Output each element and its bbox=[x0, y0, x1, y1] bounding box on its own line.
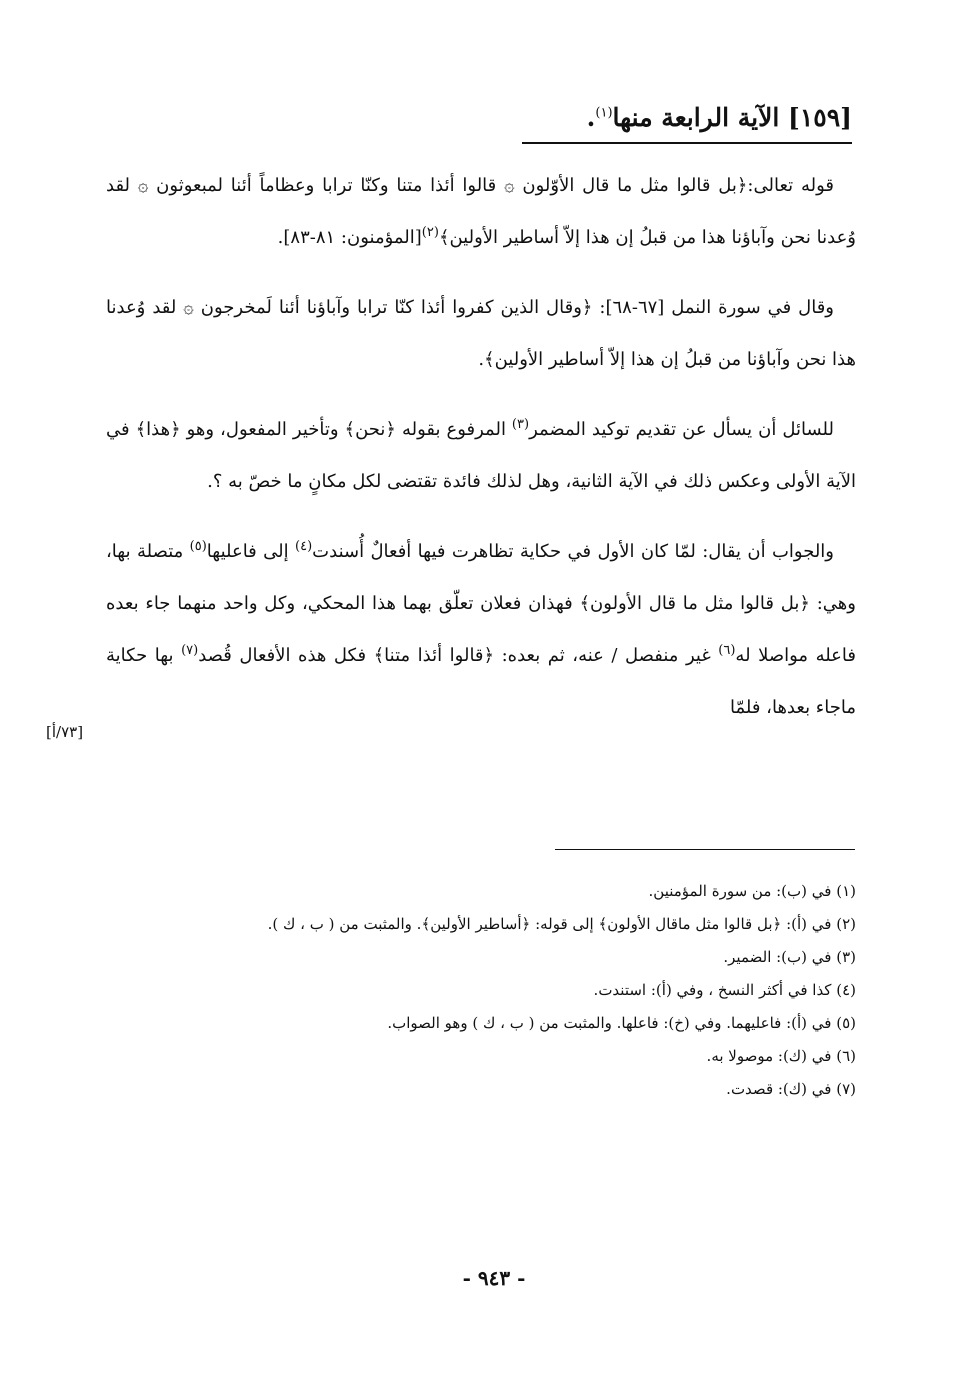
body-paragraph bbox=[106, 404, 856, 508]
footnote-ref: (١) bbox=[595, 105, 613, 121]
paragraph-text: وقال في سورة النمل [٦٧-٦٨]: ﴿وقال الذين كفروا أئذا كنّا ترابا وآباؤنا أئنا لَمخرجون ۞ لقد وُعدنا هذا نحن وآباؤنا من قبلُ إن هذا إلاّ أساطير الأولين﴾. bbox=[106, 297, 856, 370]
body-paragraph bbox=[106, 526, 856, 734]
footnotes-list bbox=[106, 876, 856, 1107]
footnote-divider bbox=[555, 849, 855, 850]
footnote-item: (٣) في (ب): الضمير. bbox=[723, 948, 856, 966]
footnote-ref: (٥) bbox=[189, 539, 207, 554]
paragraph-text: غير منفصل / عنه، ثم بعده: ﴿قالوا أئذا متنا﴾ فكل هذه الأفعال قُصد bbox=[198, 645, 719, 666]
paragraph-text: قوله تعالى:﴿بل قالوا مثل ما قال الأوّلون ۞ قالوا أئذا متنا وكنّا ترابا وعظاماً أئنا لمبعوثون ۞ لقد وُعدنا نحن وآباؤنا هذا من قبلُ إن هذا إلاّ أساطير الأولين﴾ bbox=[106, 175, 856, 248]
footnote-item: (٢) في (أ): ﴿بل قالوا مثل ماقال الأولون﴾ إلى قوله: ﴿أساطير الأولين﴾. والمثبت من ( ب ، ك ). bbox=[267, 915, 856, 933]
section-heading bbox=[522, 100, 852, 144]
footnote-ref: (٢) bbox=[421, 225, 439, 240]
footnote-item: (٧) في (ك): قصدت. bbox=[726, 1080, 856, 1098]
paragraph-text: إلى فاعليها bbox=[206, 541, 296, 562]
footnote-item: (٤) كذا في أكثر النسخ ، وفي (أ): استندت. bbox=[593, 981, 856, 999]
body-paragraph bbox=[106, 160, 856, 264]
body-text bbox=[106, 160, 856, 752]
heading-period: . bbox=[586, 103, 596, 132]
footnote-ref: (٤) bbox=[295, 539, 313, 554]
heading-title: الآية الرابعة منها bbox=[612, 103, 780, 132]
heading-number: [١٥٩] bbox=[788, 103, 852, 132]
paragraph-text: والجواب أن يقال: لمّا كان الأول في حكاية تظاهرت فيها أفعالٌ أُسندت bbox=[312, 541, 834, 562]
heading-line bbox=[587, 103, 852, 132]
paragraph-text: بها حكاية ماجاء بعدها، فلمّا bbox=[106, 645, 856, 718]
page-number: - ٩٤٣ - bbox=[462, 1266, 526, 1290]
footnote-item: (٦) في (ك): موصولا به. bbox=[706, 1047, 856, 1065]
paragraph-text: للسائل أن يسأل عن تقديم توكيد المضمر bbox=[529, 419, 834, 440]
margin-folio-note: [٧٣/أ] bbox=[46, 723, 84, 741]
footnote-ref: (٧) bbox=[181, 643, 199, 658]
footnote-ref: (٦) bbox=[718, 643, 736, 658]
footnote-item: (٥) في (أ): فاعليهما. وفي (خ): فاعلها. والمثبت من ( ب ، ك ) وهو الصواب. bbox=[387, 1014, 856, 1032]
paragraph-text: [المؤمنون: ٨١-٨٣]. bbox=[277, 227, 422, 248]
footnote-item: (١) في (ب): من سورة المؤمنين. bbox=[648, 882, 856, 900]
paragraph-text: متصلة بها، وهي: ﴿بل قالوا مثل ما قال الأولون﴾ فهذان فعلان تعلّق بهما هذا المحكي، وكل واحد منهما جاء بعده فاعله مواصلا له bbox=[106, 541, 857, 666]
paragraph-text: المرفوع بقوله ﴿نحن﴾ وتأخير المفعول، وهو ﴿هذا﴾ في الآية الأولى وعكس ذلك في الآية الثانية، وهل لذلك فائدة تقتضى لكل مكانٍ ما خصّ به ؟. bbox=[106, 419, 856, 492]
footnote-ref: (٣) bbox=[511, 417, 530, 432]
body-paragraph bbox=[106, 282, 856, 386]
